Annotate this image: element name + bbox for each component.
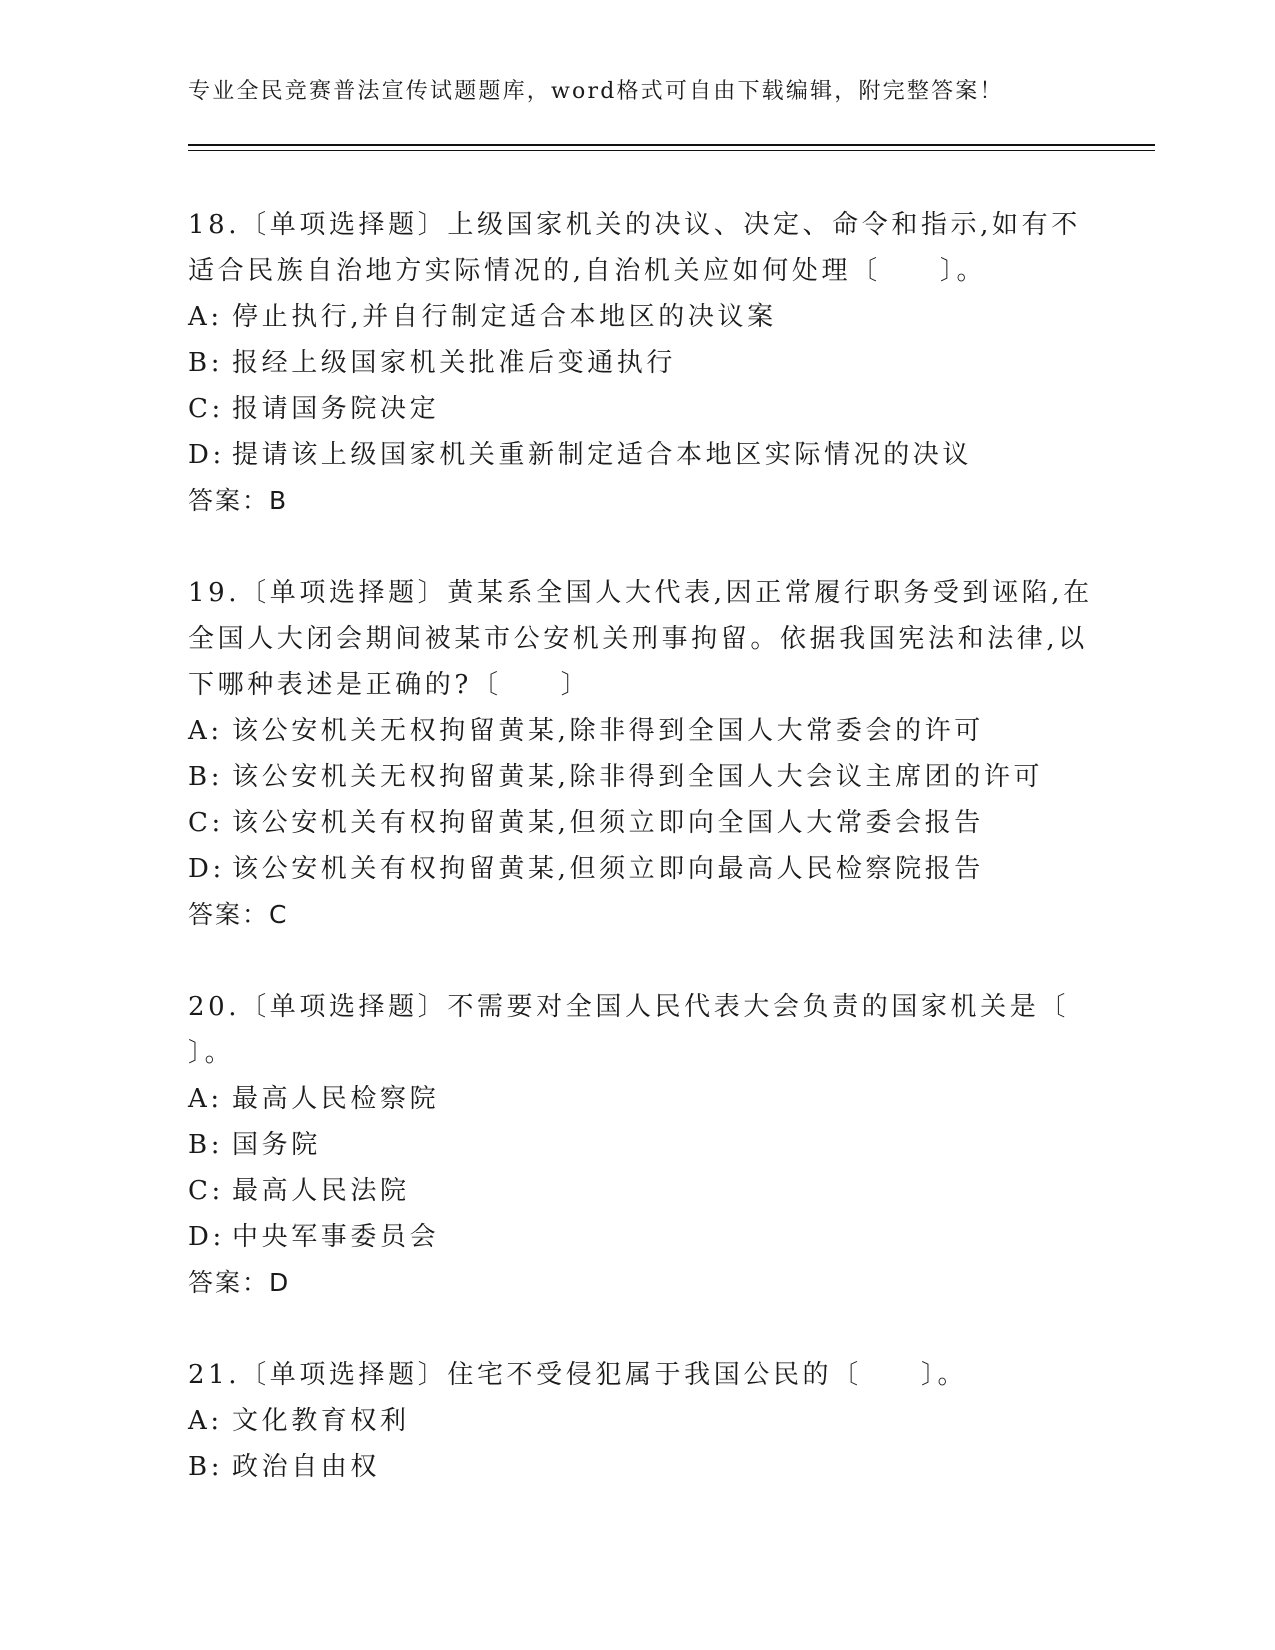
option-text: 国务院: [232, 1130, 321, 1160]
question-stem-line: 下哪种表述是正确的?〔 〕: [188, 670, 591, 700]
question-stem-line: 18.〔单项选择题〕上级国家机关的决议、决定、命令和指示,如有不: [188, 210, 1081, 240]
option-text: 报经上级国家机关批准后变通执行: [232, 348, 677, 378]
question-21: [188, 1352, 1088, 1490]
question-list: [188, 202, 1093, 1536]
option-d: [188, 432, 1088, 478]
option-letter: B:: [188, 1452, 224, 1482]
question-stem-line: 20.〔单项选择题〕不需要对全国人民代表大会负责的国家机关是〔: [188, 992, 1069, 1022]
option-a: [188, 1398, 1088, 1444]
option-text: 最高人民法院: [232, 1176, 410, 1206]
option-letter: C:: [188, 394, 224, 424]
option-letter: A:: [188, 1406, 223, 1436]
option-text: 文化教育权利: [232, 1406, 410, 1436]
option-letter: D:: [188, 1222, 225, 1252]
question-20: [188, 984, 1088, 1306]
option-text: 中央军事委员会: [232, 1222, 440, 1252]
option-text: 该公安机关无权拘留黄某,除非得到全国人大会议主席团的许可: [232, 762, 1044, 792]
option-letter: B:: [188, 762, 224, 792]
option-letter: A:: [188, 716, 223, 746]
header-text: 专业全民竞赛普法宣传试题题库，word格式可自由下载编辑，附完整答案！: [188, 79, 1004, 104]
answer: 答案：B: [188, 486, 289, 515]
option-letter: D:: [188, 440, 225, 470]
option-text: 报请国务院决定: [232, 394, 440, 424]
option-b: [188, 754, 1088, 800]
question-stem-line: 19.〔单项选择题〕黄某系全国人大代表,因正常履行职务受到诬陷,在: [188, 578, 1093, 608]
option-c: [188, 800, 1088, 846]
option-text: 最高人民检察院: [232, 1084, 440, 1114]
option-text: 该公安机关有权拘留黄某,但须立即向全国人大常委会报告: [232, 808, 984, 838]
option-a: [188, 294, 1088, 340]
question-stem-line: 〕。: [188, 1038, 235, 1068]
option-text: 政治自由权: [232, 1452, 381, 1482]
option-c: [188, 1168, 1088, 1214]
option-letter: B:: [188, 1130, 224, 1160]
option-text: 停止执行,并自行制定适合本地区的决议案: [232, 302, 777, 332]
option-letter: B:: [188, 348, 224, 378]
option-d: [188, 1214, 1088, 1260]
option-a: [188, 708, 1088, 754]
page-header: [188, 72, 1148, 112]
option-letter: A:: [188, 1084, 223, 1114]
option-letter: A:: [188, 302, 223, 332]
question-19: [188, 570, 1093, 938]
option-text: 该公安机关有权拘留黄某,但须立即向最高人民检察院报告: [232, 854, 984, 884]
option-b: [188, 1122, 1088, 1168]
option-c: [188, 386, 1088, 432]
option-text: 提请该上级国家机关重新制定适合本地区实际情况的决议: [232, 440, 973, 470]
option-b: [188, 1444, 1088, 1490]
question-stem-line: 全国人大闭会期间被某市公安机关刑事拘留。依据我国宪法和法律,以: [188, 624, 1088, 654]
option-letter: C:: [188, 808, 224, 838]
option-letter: D:: [188, 854, 225, 884]
answer: 答案：C: [188, 900, 289, 929]
option-letter: C:: [188, 1176, 224, 1206]
option-a: [188, 1076, 1088, 1122]
question-stem-line: 适合民族自治地方实际情况的,自治机关应如何处理〔 〕。: [188, 256, 987, 286]
question-stem-line: 21.〔单项选择题〕住宅不受侵犯属于我国公民的〔 〕。: [188, 1360, 968, 1390]
question-18: [188, 202, 1088, 524]
option-b: [188, 340, 1088, 386]
answer: 答案：D: [188, 1268, 291, 1297]
header-divider: [188, 144, 1155, 151]
option-d: [188, 846, 1088, 892]
option-text: 该公安机关无权拘留黄某,除非得到全国人大常委会的许可: [232, 716, 984, 746]
